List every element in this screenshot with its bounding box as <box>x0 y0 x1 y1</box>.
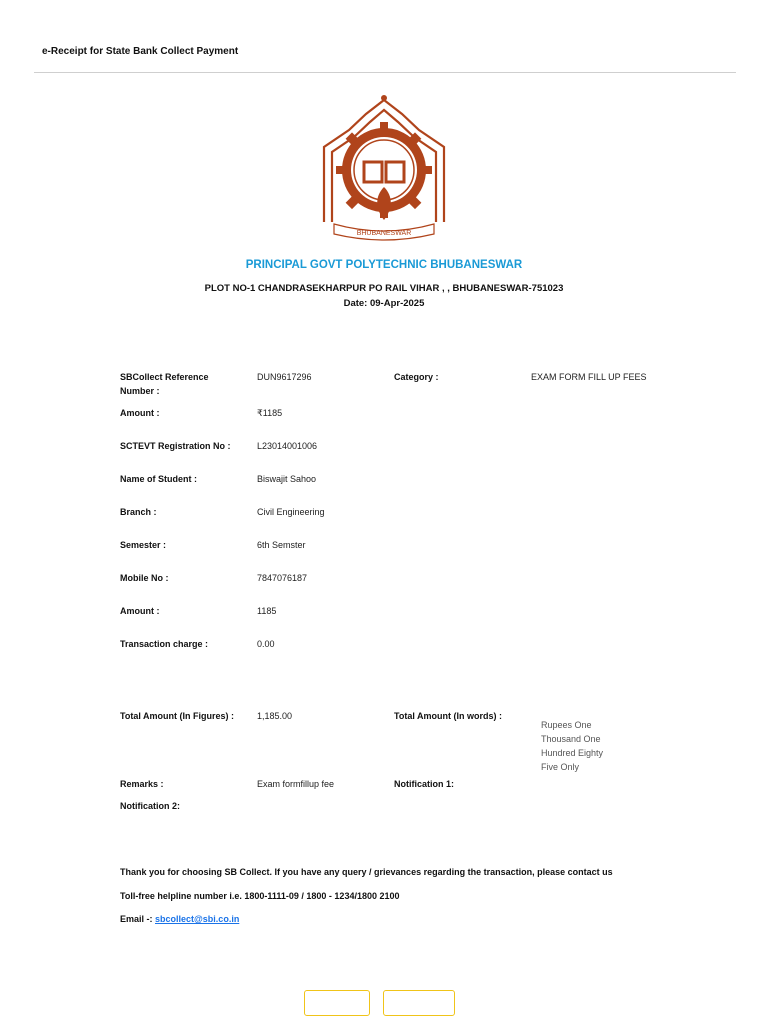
amount-label: Amount : <box>120 408 160 418</box>
amount2-label: Amount : <box>120 606 160 616</box>
total-figures-value: 1,185.00 <box>257 711 293 721</box>
reference-label-line2: Number : <box>120 386 160 396</box>
institution-name: PRINCIPAL GOVT POLYTECHNIC BHUBANESWAR <box>245 259 523 271</box>
page-title: e-Receipt for State Bank Collect Payment <box>42 46 239 57</box>
logo-caption: BHUBANESWAR <box>356 230 412 237</box>
email-link[interactable]: sbcollect@sbi.co.in <box>155 914 240 924</box>
remarks-value: Exam formfillup fee <box>257 779 335 789</box>
total-figures-label: Total Amount (In Figures) : <box>120 711 234 721</box>
reference-value: DUN9617296 <box>257 372 312 382</box>
amount2-value: 1185 <box>257 606 277 616</box>
institution-logo <box>304 92 464 242</box>
branch-label: Branch : <box>120 507 157 517</box>
email-label: Email -: <box>120 914 156 924</box>
mobile-value: 7847076187 <box>257 573 308 583</box>
close-button[interactable] <box>383 990 455 1016</box>
reference-label-line1: SBCollect Reference <box>120 372 209 382</box>
total-words-value <box>541 718 603 774</box>
remarks-label: Remarks : <box>120 779 164 789</box>
total-words-line: Thousand One <box>541 734 601 744</box>
total-words-line: Rupees One <box>541 720 592 730</box>
student-name-label: Name of Student : <box>120 474 198 484</box>
receipt-date: Date: 09-Apr-2025 <box>343 298 425 309</box>
transaction-charge-value: 0.00 <box>257 639 275 649</box>
transaction-charge-label: Transaction charge : <box>120 639 209 649</box>
institution-address: PLOT NO-1 CHANDRASEKHARPUR PO RAIL VIHAR , , BHUBANESWAR-751023 <box>204 283 564 294</box>
student-name-value: Biswajit Sahoo <box>257 474 317 484</box>
notification1-label: Notification 1: <box>394 779 454 789</box>
amount-value: ₹1185 <box>257 408 283 418</box>
total-words-line: Hundred Eighty <box>541 748 604 758</box>
reference-label <box>120 370 209 398</box>
semester-label: Semester : <box>120 540 167 550</box>
category-label: Category : <box>394 372 439 382</box>
total-words-line: Five Only <box>541 762 580 772</box>
email-line <box>120 914 239 924</box>
total-words-label: Total Amount (In words) : <box>394 711 502 721</box>
branch-value: Civil Engineering <box>257 507 325 517</box>
print-button[interactable] <box>304 990 370 1016</box>
registration-label: SCTEVT Registration No : <box>120 441 231 451</box>
notification2-label: Notification 2: <box>120 801 180 811</box>
mobile-label: Mobile No : <box>120 573 169 583</box>
helpline-note: Toll-free helpline number i.e. 1800-1111-09 / 1800 - 1234/1800 2100 <box>120 891 400 901</box>
header-divider <box>34 72 736 73</box>
registration-value: L23014001006 <box>257 441 318 451</box>
category-value: EXAM FORM FILL UP FEES <box>531 372 647 382</box>
thank-you-note: Thank you for choosing SB Collect. If you have any query / grievances regarding the transaction, please contact us <box>120 867 613 877</box>
semester-value: 6th Semster <box>257 540 306 550</box>
